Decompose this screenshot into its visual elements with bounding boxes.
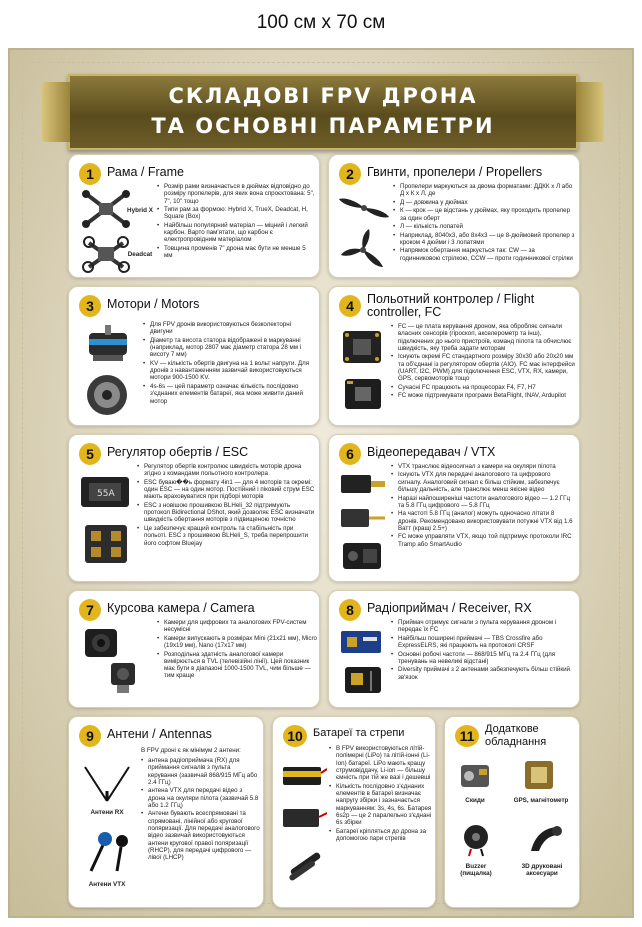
battery-bullets [329,745,433,843]
card-title: Мотори / Motors [107,297,200,311]
caption-buzzer: Buzzer (пищалка) [460,863,492,877]
list-item: • Пропелери маркуються за двома форматами: ДДКК х Л або Д х К х Л, де [393,183,575,198]
card-flight-controller [328,286,580,426]
buzzer-icon [459,821,493,857]
antenna-intro: В FPV дроні є як мінімум 2 антени: [141,747,241,754]
poster [8,48,634,918]
card-title: Курсова камера / Camera [107,601,255,615]
card-batteries [272,716,436,908]
list-item: • Розподільна здатність аналогової камери вимірюється в TVL (телевізійні лінії). Цей показник має бути в діапазоні 1000-1500 TVL, чим більше — тим краще [157,651,317,680]
card-number: 1 [79,163,101,185]
size-label: 100 см х 70 см [256,12,386,33]
gps-module-icon [521,757,557,793]
list-item: • Наразі найпоширеніші частоти аналогового відео — 1.2 ГГц та 5.8 ГГц цифрового — 5.8 ГГц [391,495,575,510]
list-item: • К — крок — це відстань у дюймах, яку проходить пропелер за один оберт [393,207,575,222]
esc-board-icon [79,471,131,511]
list-item: • Приймач отримує сигнали з пульта керування дроном і передає їх FC [391,619,575,634]
card-frame [68,154,320,278]
list-item: • Існують окремі FC стандартного розміру 30х30 або 20х20 мм та об'єднані із регулятором обертів (AIO). FC має інтерфейси (UART, I2C, PWM) для підключення ESC, VTX, RX, камери, GPS, сервомоторів тощо [391,353,575,382]
list-item: • Типи рам за формою: Hybrid X, TrueX, Deadcat, H, Square (Box) [157,206,315,221]
camera-icon [81,625,121,661]
card-title: Рама / Frame [107,165,184,179]
card-title: Польотний контролер / Flight controller, FC [367,292,535,319]
list-item: • Л — кількість лопатей [393,223,575,230]
drop-system-icon [455,755,495,795]
caption-gps: GPS, магнітометр [513,797,569,804]
card-number: 4 [339,295,361,317]
list-item: • Це забезпечує кращий контроль та стабільність при польоті. ESC з прошивкою BLHeli_S, треба перепрошити його софтом Bluejay [137,525,317,547]
antenna-bullets [141,757,261,863]
card-vtx [328,434,580,582]
antenna-rx-icon [77,761,137,805]
list-item: • Існують VTX для передачі аналогового та цифрового сигналу. Аналоговий сигнал є більш стійким, забезпечує більшу дальність, але транслює менш якісне відео [391,471,575,493]
motor-icon [83,323,133,365]
list-item: • Камери для цифрових та аналогових FPV-систем несумісні [157,619,317,634]
card-number: 9 [79,725,101,747]
list-item: • FC може управляти VTX, якщо той підтримує протоколи IRC Tramp або SmartAudio [391,533,575,548]
propeller-two-blade-icon [337,191,391,225]
card-number: 2 [339,163,361,185]
list-item: • Кількість послідовно з'єднаних елементів в батареї визначає напругу збірки і зазначається маркуванням: 3s, 4s, 6s. Батарея 6s2p — це 2 паралельно з'єднані 6s збірки [329,783,433,827]
caption-printed-accessories: 3D друковані аксесуари [521,863,563,877]
motor-bullets [143,321,315,406]
svg-text:55A: 55A [97,489,115,499]
card-number: 6 [339,443,361,465]
flight-controller-stack-icon [343,375,383,413]
receiver-module-icon [341,663,385,697]
battery-icon [281,761,327,791]
vtx-module-icon [337,469,387,499]
list-item: • антена VTX для передачі відео з дрона на окуляри пілота (зазвичай 5.8 або 1.2 ГГц) [141,787,261,809]
card-title: Радіоприймач / Receiver, RX [367,601,532,615]
propeller-bullets [393,183,575,263]
list-item: • Антени бувають всеспрямовані та спрямовані, лінійної або кругової поляризації. Для передачі аналогового відео зазвичай використовуються антени кругової правої поляризації (RHCP), для передачі цифрового — лівої (LHCP) [141,810,261,861]
vtx-digital-icon [339,539,385,575]
card-title: Відеопередавач / VTX [367,445,496,459]
card-propellers [328,154,580,278]
card-number: 5 [79,443,101,465]
list-item: • 4s-6s — цей параметр означає кількість послідовно з'єднаних елементів батареї, яка може живити даний мотор [143,383,315,405]
list-item: • Товщина променів 7" дрона має бути не менше 5 мм [157,245,315,260]
list-item: • Напрямок обертання маркується так: CW — за годинниковою стрілкою, CCW — проти годинникової стрілки [393,247,575,262]
list-item: • В FPV використовуються літій-полімерні (LiPo) та літій-іонні (Li-Ion) батареї. LiPo мають кращу струмовіддачу, Li-ion — більшу ємність при тій же вазі і дешевші [329,745,433,781]
list-item: • Регулятор обертів контролює швидкість моторів дрона згідно з командами польотного контролера [137,463,317,478]
caption-deadcat: Deadcat [127,251,153,258]
vtx-bullets [391,463,575,549]
card-esc [68,434,320,582]
card-number: 10 [283,725,307,747]
propeller-three-blade-icon [339,227,387,273]
caption-drop-system: Скиди [465,797,485,804]
caption-hybrid-x: Hybrid X [127,207,153,214]
list-item: • Сучасні FC працюють на процесорах F4, F7, H7 [391,384,575,391]
title-banner [68,74,578,150]
card-title: Додаткове обладнання [485,723,547,748]
card-number: 11 [455,725,479,747]
list-item: • ESC буваю��ь формату 4in1 — для 4 моторів та окремі: один ESC — на один мотор. Постійний і піковий струм ESC мають враховуватися при підборі моторів [137,479,317,501]
list-item: • Найбільш поширені приймачі — TBS Crossfire або ExpressELRS, які працюють на протоколі CRSF [391,635,575,650]
vtx-antenna-icon [337,503,387,533]
battery-pack-icon [281,803,327,833]
receiver-board-icon [339,627,383,657]
esc-4in1-icon [81,521,131,567]
card-extra-equipment [444,716,580,908]
card-number: 3 [79,295,101,317]
title-line-1: СКЛАДОВІ FPV ДРОНА [168,84,478,108]
list-item: • Камери випускають в розмірах Mini (21х21 мм), Micro (19х19 мм), Nano (17х17 мм) [157,635,317,650]
card-title: Регулятор обертів / ESC [107,445,249,459]
card-antennas [68,716,264,908]
card-camera [68,590,320,708]
fc-bullets [391,323,575,401]
list-item: • Найбільш популярний матеріал — міцний і легкий карбон. Варто пам'ятати, що карбон є електропровідним матеріалом [157,222,315,244]
card-title: Антени / Antennas [107,727,212,741]
list-item: • Батареї кріпляться до дрона за допомогою пари стрепів [329,828,433,843]
frame-bullets [157,183,315,261]
card-title: Гвинти, пропелери / Propellers [367,165,543,179]
printed-accessory-icon [525,821,565,857]
list-item: • Наприклад, 8040х3, або 8х4х3 — це 8-дюймовий пропелер з кроком 4 дюйми і 3 лопатями [393,232,575,247]
card-motors [68,286,320,426]
list-item: • VTX транслює відеосигнал з камери на окуляри пілота [391,463,575,470]
motor-top-icon [85,373,129,417]
list-item: • FC може підтримувати програми BetaFlight, INAV, Ardupilot [391,392,575,399]
list-item: • Diversity приймачі з 2 антенами забезпечують більш стійкий зв'язок [391,666,575,681]
list-item: • Основні робочі частоти — 868/915 МГц та 2.4 ГГц (для тренувань на невеликі відстані) [391,651,575,666]
camera-bullets [157,619,317,681]
card-number: 7 [79,599,101,621]
caption-antenna-vtx: Антени VTX [88,881,126,888]
list-item: • Д — довжина у дюймах [393,199,575,206]
list-item: • Розмір рами визначається в дюймах відповідно до розміру пропелерів, для яких вона спроєктована: 5", 7", 10" тощо [157,183,315,205]
title-line-2: ТА ОСНОВНІ ПАРАМЕТРИ [151,114,495,138]
list-item: • FC — це плата керування дроном, яка обробляє сигнали власних сенсорів (гіроскоп, акселерометр та інш), підключених до нього пристроїв, команд пілота та обчислює швидкість, яку треба задати моторам [391,323,575,352]
list-item: • Для FPV дронів використовуються безколекторні двигуни [143,321,315,336]
list-item: • Діаметр та висота статора відображені в маркуванні (наприклад, мотор 2807 має діаметр статора 28 мм і висоту 7 мм) [143,337,315,359]
esc-bullets [137,463,317,548]
card-number: 8 [339,599,361,621]
receiver-bullets [391,619,575,682]
camera-side-icon [107,659,139,697]
antenna-vtx-icon [81,825,137,875]
list-item: • антена радіоприймача (RX) для приймання сигналів з пульта керування (зазвичай 868/915 МГц або 2.4 ГГц) [141,757,261,786]
frame-deadcat-icon [81,235,131,273]
frame-hybridx-icon [81,189,131,229]
list-item: • KV — кількість обертів двигуна на 1 вольт напруги. Для дронів з навантаженням зазвичай використовуються мотори 900-1500 KV. [143,360,315,382]
caption-antenna-rx: Антени RX [90,809,124,816]
card-receiver [328,590,580,708]
list-item: • ESC з новішою прошивкою BLHeli_32 підтримують протокол Bidirectional DShot, який дозволяє ESC визначати швидкість обертання моторів з підвищеною точністю [137,502,317,524]
battery-strap-icon [283,845,327,885]
flight-controller-board-icon [339,327,385,367]
list-item: • На частоті 5.8 ГГц (аналог) можуть одночасно літати 8 дронів. Рекомендовано використовувати потужні VTX від 1.6 Ватт (кращі 2.5+) [391,510,575,532]
card-title: Батареї та стрепи [313,727,405,739]
